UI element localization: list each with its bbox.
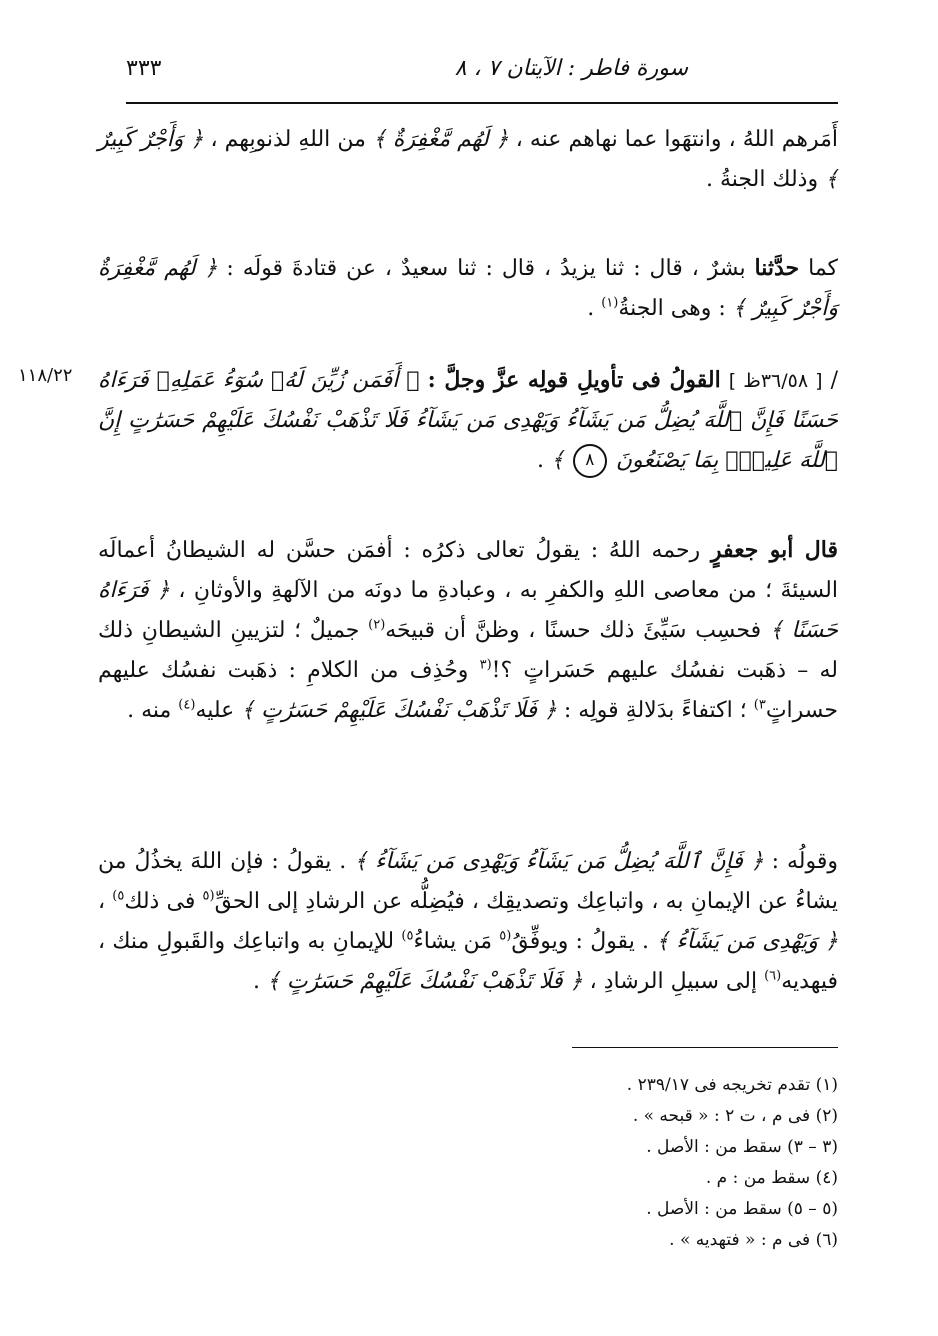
quran-quote: ﴿ فَلَا تَذْهَبْ نَفْسُكَ عَلَيْهِمْ حَسَرَٰتٍ ﴾ — [241, 698, 557, 723]
quran-verse: ﴿ أَفَمَن زُيِّنَ لَهُۥ سُوٓءُ عَمَلِهِۦ فَرَءَاهُ حَسَنًا فَإِنَّ ٱللَّهَ يُضِلُّ مَن يَشَآءُ وَيَهْدِى مَن يَشَآءُ فَلَا تَذْهَبْ نَفْسُكَ عَلَيْهِمْ حَسَرَٰتٍ إِنَّ ٱللَّهَ عَلِيمٌۢ بِمَا يَصْنَعُونَ — [98, 368, 838, 473]
text: . يقولُ : ويوفِّقُ — [511, 929, 650, 954]
manuscript-reference: [ ٣٦/٥٨ظ ] — [728, 370, 823, 392]
text: . يقولُ : فإن اللهَ يخذُلُ من يشاءُ عن الإيمانِ به ، واتباعِك وتصديقِك ، فيُضِلُّه عن الرشادِ إلى الحقِّ — [98, 849, 838, 914]
quran-bracket: ﴾ — [550, 448, 564, 473]
text: إلى سبيلِ الرشادِ ، — [589, 969, 758, 994]
footnote-marker: ٥) — [401, 928, 414, 944]
quran-quote: ﴿ فَلَا تَذْهَبْ نَفْسُكَ عَلَيْهِمْ حَسَرَٰتٍ ﴾ — [267, 969, 583, 994]
footnote: (٢) فى م ، ت ٢ : « قبحه » . — [632, 1106, 838, 1126]
footnote: (١) تقدم تخريجه فى ٢٣٩/١٧ . — [626, 1075, 838, 1095]
text: . — [253, 969, 260, 994]
text: ، — [98, 889, 106, 914]
footnote: (٥ – ٥) سقط من : الأصل . — [646, 1199, 838, 1219]
paragraph-1 — [98, 120, 838, 200]
section-heading: القولُ فى تأويلِ قولِه عزَّ وجلَّ : — [427, 367, 721, 393]
surah-title: سورة فاطر : الآيتان ٧ ، ٨ — [454, 56, 688, 81]
quran-quote: ﴿ وَأَجْرٌ كَبِيرٌ ﴾ — [98, 127, 838, 192]
text: فى ذلك — [124, 889, 196, 914]
paragraph-3 — [98, 360, 838, 481]
header-divider — [126, 102, 838, 104]
footnote-divider — [572, 1047, 838, 1048]
footnote: (٣ – ٣) سقط من : الأصل . — [646, 1137, 838, 1157]
ayah-number-icon: ٨ — [573, 444, 607, 478]
footnote-marker: (٦) — [764, 968, 782, 984]
text: كما — [808, 256, 839, 281]
footnote-marker: ٥) — [112, 888, 125, 904]
text: وقولُه : — [771, 849, 839, 874]
footnote-marker: ٣) — [753, 697, 766, 713]
footnote-marker: (٢) — [368, 617, 386, 633]
text: فحسِب سَيِّئَ ذلك حسنًا ، وظنَّ أن قبيحَه — [385, 618, 762, 643]
margin-reference: ١١٨/٢٢ — [18, 365, 73, 386]
text: وحُذِف من الكلامِ : ذهَبت نفسُك عليهم حسراتٍ — [98, 658, 838, 723]
text: أَمَرهم اللهُ ، وانتهَوا عما نهاهم عنه ، — [515, 127, 839, 152]
footnote-marker: (١) — [601, 295, 619, 311]
speaker-name: قال أبو جعفرٍ — [710, 537, 838, 563]
quran-quote: ﴿ لَهُم مَّغْفِرَةٌ ﴾ — [372, 127, 509, 152]
text: . — [587, 296, 595, 321]
footnote-marker: (٤) — [178, 697, 196, 713]
text: ؛ اكتفاءً بدَلالةِ قولِه : — [563, 698, 747, 723]
footnote-marker: (٥ — [499, 928, 512, 944]
quran-quote: ﴿ فَرَءَاهُ حَسَنًا ﴾ — [98, 578, 838, 643]
paragraph-4 — [98, 530, 838, 731]
footnote: (٤) سقط من : م . — [705, 1168, 838, 1188]
quran-quote: ﴿ فَإِنَّ ٱللَّهَ يُضِلُّ مَن يَشَآءُ وَيَهْدِى مَن يَشَآءُ ﴾ — [354, 849, 764, 874]
page-break-mark: / — [830, 368, 839, 393]
text: رحمه اللهُ : يقولُ تعالى ذكرُه : أفمَن حسَّن له الشيطانُ أعمالَه السيئةَ ؛ من معاصى اللهِ والكفرِ به ، وعبادةِ ما دونَه من الآلهةِ والأوثانِ ، — [98, 538, 838, 603]
text: : وهى الجنةُ — [618, 296, 726, 321]
text: جميلٌ ؛ لتزيينِ الشيطانِ ذلك له – ذهَبت نفسُك عليهم حَسَراتٍ ؟! — [98, 618, 838, 683]
text: عليه — [195, 698, 235, 723]
footnote: (٦) فى م : « فتهديه » . — [669, 1230, 838, 1250]
paragraph-2 — [98, 248, 838, 329]
text: من اللهِ لذنوبِهم ، — [210, 127, 366, 152]
footnotes — [138, 1070, 838, 1256]
text: منه . — [127, 698, 172, 723]
text: بشرٌ ، قال : ثنا يزيدُ ، قال : ثنا سعيدٌ ، عن قتادةَ قولَه : — [226, 256, 746, 281]
text: مَن يشاءُ — [413, 929, 493, 954]
footnote-marker: (٣ — [479, 657, 492, 673]
quran-quote: ﴿ لَهُم مَّغْفِرَةٌ وَأَجْرٌ كَبِيرٌ ﴾ — [98, 256, 838, 321]
quran-quote: ﴿ وَيَهْدِى مَن يَشَآءُ ﴾ — [656, 929, 839, 954]
text: للإيمانِ به واتباعِك والقَبولِ منك ، فيهديه — [98, 929, 838, 994]
page-number: ٣٣٣ — [126, 56, 162, 81]
isnad-keyword: حدَّثنا — [754, 255, 800, 281]
text: وذلك الجنةُ . — [706, 167, 819, 192]
paragraph-5 — [98, 842, 838, 1002]
text: . — [536, 448, 544, 473]
running-header — [126, 50, 838, 94]
footnote-marker: (٥ — [202, 888, 215, 904]
